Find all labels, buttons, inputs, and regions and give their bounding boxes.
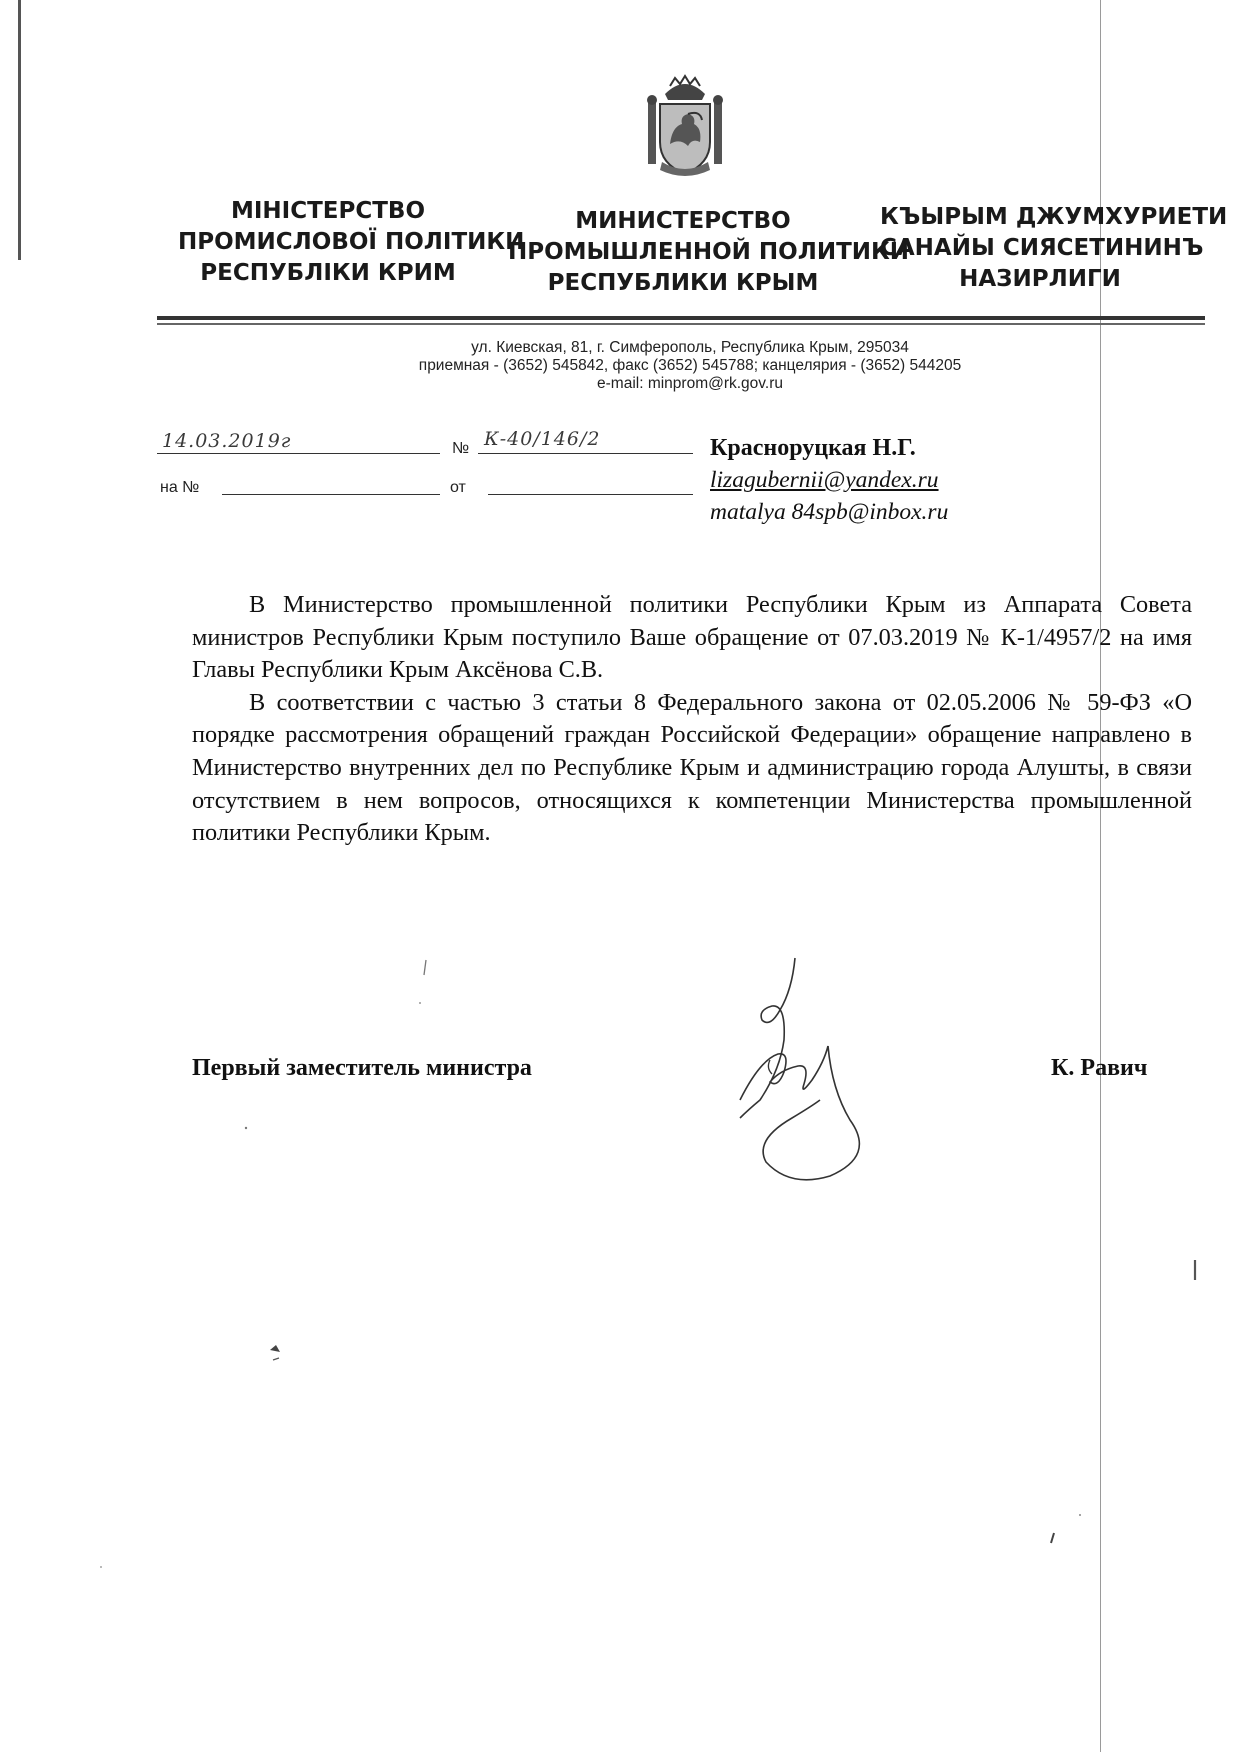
body-paragraph-2: В соответствии с частью 3 статьи 8 Федерального закона от 02.05.2006 № 59-ФЗ «О порядке рассмотрения обращений граждан Российской Федерации» обращение направлено в Министерство внутренних дел по Республике Крым и администрацию города Алушты, в связи отсутствием в нем вопросов, относящихся к компетенции Министерства промышленной политики Республики Крым. [192,688,1192,847]
body-paragraph-1: В Министерство промышленной политики Республики Крым из Аппарата Совета министров Республики Крым поступило Ваше обращение от 07.03.2019 № К-1/4957/2 на имя Главы Республики Крым Аксёнова С.В. [192,591,1192,684]
reply-number-line [222,472,440,495]
header-divider-thick [157,316,1205,320]
header-divider-thin [157,323,1205,325]
ministry-name-russian [508,206,910,299]
recipient-name: Красноруцкая Н.Г. [710,435,916,461]
ministry-ru-line-1: МИНИСТЕРСТВО [575,208,791,234]
recipient-block [710,432,1090,528]
scan-edge [18,0,21,260]
crimea-coat-of-arms-icon [640,72,730,182]
ministry-ua-line-1: МІНІСТЕРСТВО [230,198,426,224]
ministry-ua-line-3: РЕСПУБЛІКИ КРИМ [200,260,456,286]
contact-phones: приемная - (3652) 545842, факс (3652) 545788; канцелярия - (3652) 544205 [418,357,962,374]
ministry-ua-line-2: ПРОМИСЛОВОЇ ПОЛІТИКИ [178,229,525,255]
outgoing-number-handwritten: К-40/146/2 [484,428,601,450]
recipient-email-1: lizagubernii@yandex.ru [710,467,939,493]
ministry-name-ukrainian [178,196,525,289]
signatory-name: К. Равич [1051,1055,1148,1081]
letter-body [192,589,1192,850]
contact-address: ул. Киевская, 81, г. Симферополь, Республика Крым, 295034 [471,339,909,356]
ministry-name-crimean-tatar [880,202,1228,295]
recipient-email-2: matalya 84spb@inbox.ru [710,499,949,525]
ministry-ru-line-3: РЕСПУБЛИКИ КРЫМ [547,270,819,296]
reply-number-label: на № [160,479,200,496]
ministry-crh-line-1: КЪЫРЫМ ДЖУМХУРИЕТИ [880,204,1228,230]
date-handwritten: 14.03.2019г [162,430,292,452]
ministry-crh-line-2: САНАЙЫ СИЯСЕТИНИНЪ [880,235,1204,261]
handwritten-signature-icon [700,950,920,1190]
reply-from-label: от [450,479,466,496]
ministry-contacts [300,339,1080,393]
ministry-ru-line-2: ПРОМЫШЛЕННОЙ ПОЛИТИКИ [508,239,910,265]
outgoing-number-label: № [452,440,470,457]
contact-email: e-mail: minprom@rk.gov.ru [597,375,783,392]
ministry-crh-line-3: НАЗИРЛИГИ [959,266,1121,292]
signatory-title: Первый заместитель министра [192,1055,532,1081]
reply-date-line [488,472,693,495]
